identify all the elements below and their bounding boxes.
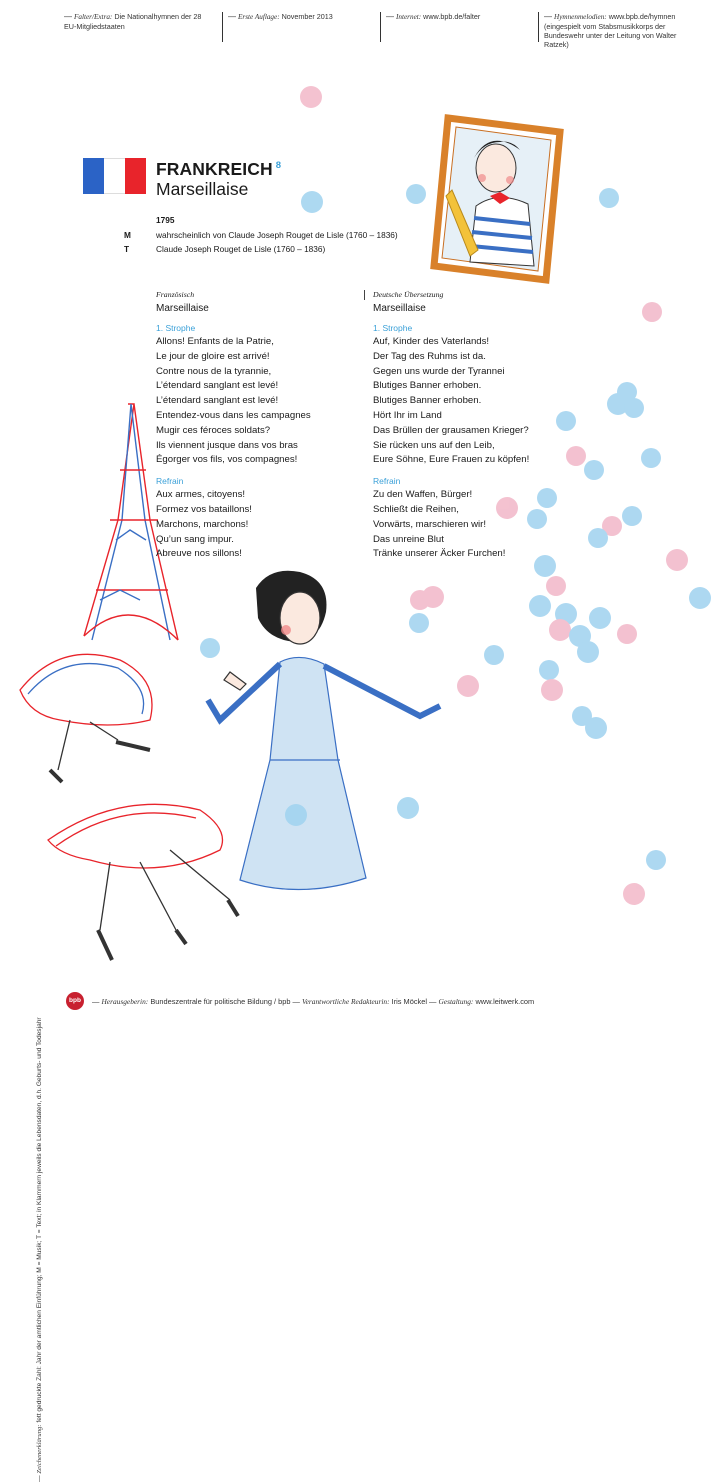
verse-line: Allons! Enfants de la Patrie, bbox=[156, 336, 274, 347]
verse-line: Le jour de gloire est arrivé! bbox=[156, 350, 270, 362]
verse-line: Sie rücken uns auf den Leib, bbox=[373, 439, 495, 451]
french-strophe bbox=[156, 335, 356, 468]
verse-line: Vorwärts, marschieren wir! bbox=[373, 518, 487, 530]
header-link-internet[interactable]: www.bpb.de/falter bbox=[423, 12, 481, 21]
column-divider bbox=[364, 290, 365, 300]
header-label-internet: Internet: bbox=[396, 13, 422, 21]
verse-line: Marchons, marchons! bbox=[156, 518, 249, 530]
header-text-hymnen: www.bpb.de/hymnen (eingespielt vom Stabsmusikkorps der Bundeswehr unter der Leitung von Walter Ratzek) bbox=[544, 12, 677, 49]
verse-line: L’étendard sanglant est levé! bbox=[156, 395, 279, 407]
verse-line: Zu den Waffen, Bürger! bbox=[373, 489, 473, 501]
column-german bbox=[373, 290, 593, 562]
verse-line: Tränke unserer Äcker Furchen! bbox=[373, 548, 506, 560]
header-label-hymnen: Hymnenmelodien: bbox=[554, 13, 607, 21]
verse-line: Blutiges Banner erhoben. bbox=[373, 380, 482, 392]
meta-music-text: wahrscheinlich von Claude Joseph Rouget de Lisle (1760 – 1836) bbox=[156, 230, 398, 240]
bpb-logo-text: bpb bbox=[69, 997, 81, 1004]
verse-line: Aux armes, citoyens! bbox=[156, 489, 246, 501]
verse-line: Blutiges Banner erhoben. bbox=[373, 395, 482, 407]
legend-side-note: — Zeichenerklärung: fett gedruckte Zahl: Jahr der amtlichen Einführung; M = Musik; T = Text; in Klammern jeweils die Lebensdaten, d.h. Geburts- und Todesjahr bbox=[36, 1017, 43, 1482]
meta-text-text: Claude Joseph Rouget de Lisle (1760 – 1836) bbox=[156, 244, 326, 254]
header-text-auflage: November 2013 bbox=[281, 12, 333, 21]
french-refrain-label: Refrain bbox=[156, 476, 184, 487]
verse-line: Eure Söhne, Eure Frauen zu köpfen! bbox=[373, 454, 530, 466]
german-refrain-label: Refrain bbox=[373, 476, 401, 487]
verse-line: Formez vos bataillons! bbox=[156, 503, 252, 515]
framed-portrait-illustration bbox=[434, 118, 560, 280]
french-strophe-label: 1. Strophe bbox=[156, 323, 196, 333]
french-refrain bbox=[156, 488, 356, 562]
footer-design-link[interactable]: www.leitwerk.com bbox=[475, 997, 535, 1006]
bpb-logo bbox=[66, 992, 84, 1010]
verse-line: Mugir ces féroces soldats? bbox=[156, 424, 271, 436]
anthem-number: 8 bbox=[275, 160, 282, 171]
verse-line: L’étendard sanglant est levé! bbox=[156, 380, 279, 392]
footer-publisher: Bundeszentrale für politische Bildung / bpb bbox=[150, 997, 291, 1006]
singing-woman-illustration bbox=[208, 571, 440, 890]
verse-line: Égorger vos fils, vos compagnes! bbox=[156, 454, 298, 466]
legend-text: fett gedruckte Zahl: Jahr der amtlichen Einführung; M = Musik; T = Text; in Klammern jeweils die Lebensdaten, d.h. Geburts- und Todesjahr bbox=[36, 1017, 43, 1423]
header-col-4: — Hymnenmelodien: www.bpb.de/hymnen (eingespielt vom Stabsmusikkorps der Bundeswehr unter der Leitung von Walter Ratzek) bbox=[544, 12, 677, 49]
footer-editor-label: Verantwortliche Redakteurin: bbox=[301, 997, 390, 1006]
legend-label: Zeichenerklärung: bbox=[36, 1424, 43, 1474]
footer-credits: — Herausgeberin: Bundeszentrale für politische Bildung / bpb — Verantwortliche Redakteurin: Iris Möckel — Gestaltung: www.leitwerk.com bbox=[92, 997, 535, 1006]
verse-line: Abreuve nos sillons! bbox=[156, 548, 242, 560]
meta-text-key: T bbox=[124, 244, 130, 254]
header-col-3: — Internet: www.bpb.de/falter bbox=[386, 12, 481, 21]
german-strophe-label: 1. Strophe bbox=[373, 323, 413, 333]
meta-music-key: M bbox=[124, 230, 131, 240]
verse-line: Schließt die Reihen, bbox=[373, 503, 459, 515]
header-text-falter: Die Nationalhymnen der 28 EU-Mitgliedstaaten bbox=[64, 12, 202, 31]
german-refrain bbox=[373, 488, 593, 562]
anthem-name: Marseillaise bbox=[156, 178, 249, 199]
verse-line: Contre nous de la tyrannie, bbox=[156, 365, 272, 377]
verse-line: Qu’un sang impur. bbox=[156, 533, 234, 545]
verse-line: Hört Ihr im Land bbox=[373, 409, 442, 421]
german-language-label: Deutsche Übersetzung bbox=[373, 290, 444, 299]
verse-line: Ils viennent jusque dans vos bras bbox=[156, 439, 298, 451]
header-label-auflage: Erste Auflage: bbox=[238, 13, 280, 21]
verse-line: Gegen uns wurde der Tyrannei bbox=[373, 365, 505, 377]
footer-editor: Iris Möckel bbox=[391, 997, 427, 1006]
header-col-2: — Erste Auflage: November 2013 bbox=[228, 12, 333, 21]
header-label-falter: Falter/Extra: bbox=[74, 13, 113, 21]
footer-design-label: Gestaltung: bbox=[438, 997, 474, 1006]
header-col-1: — Falter/Extra: Die Nationalhymnen der 28 EU-Mitgliedstaaten bbox=[64, 12, 202, 31]
german-strophe bbox=[373, 335, 593, 468]
meta-year: 1795 bbox=[156, 215, 175, 225]
verse-line: Das unreine Blut bbox=[373, 533, 444, 545]
verse-line: Auf, Kinder des Vaterlands! bbox=[373, 336, 490, 347]
french-title: Marseillaise bbox=[156, 303, 209, 314]
country-name: FRANKREICH bbox=[156, 158, 273, 179]
cancan-dancers-illustration bbox=[20, 654, 238, 960]
verse-line: Das Brüllen der grausamen Krieger? bbox=[373, 424, 529, 436]
french-language-label: Französisch bbox=[156, 290, 195, 299]
column-french bbox=[156, 290, 356, 562]
verse-line: Der Tag des Ruhms ist da. bbox=[373, 350, 486, 362]
german-title: Marseillaise bbox=[373, 303, 426, 314]
footer-publisher-label: Herausgeberin: bbox=[101, 997, 149, 1006]
verse-line: Entendez-vous dans les campagnes bbox=[156, 409, 311, 421]
